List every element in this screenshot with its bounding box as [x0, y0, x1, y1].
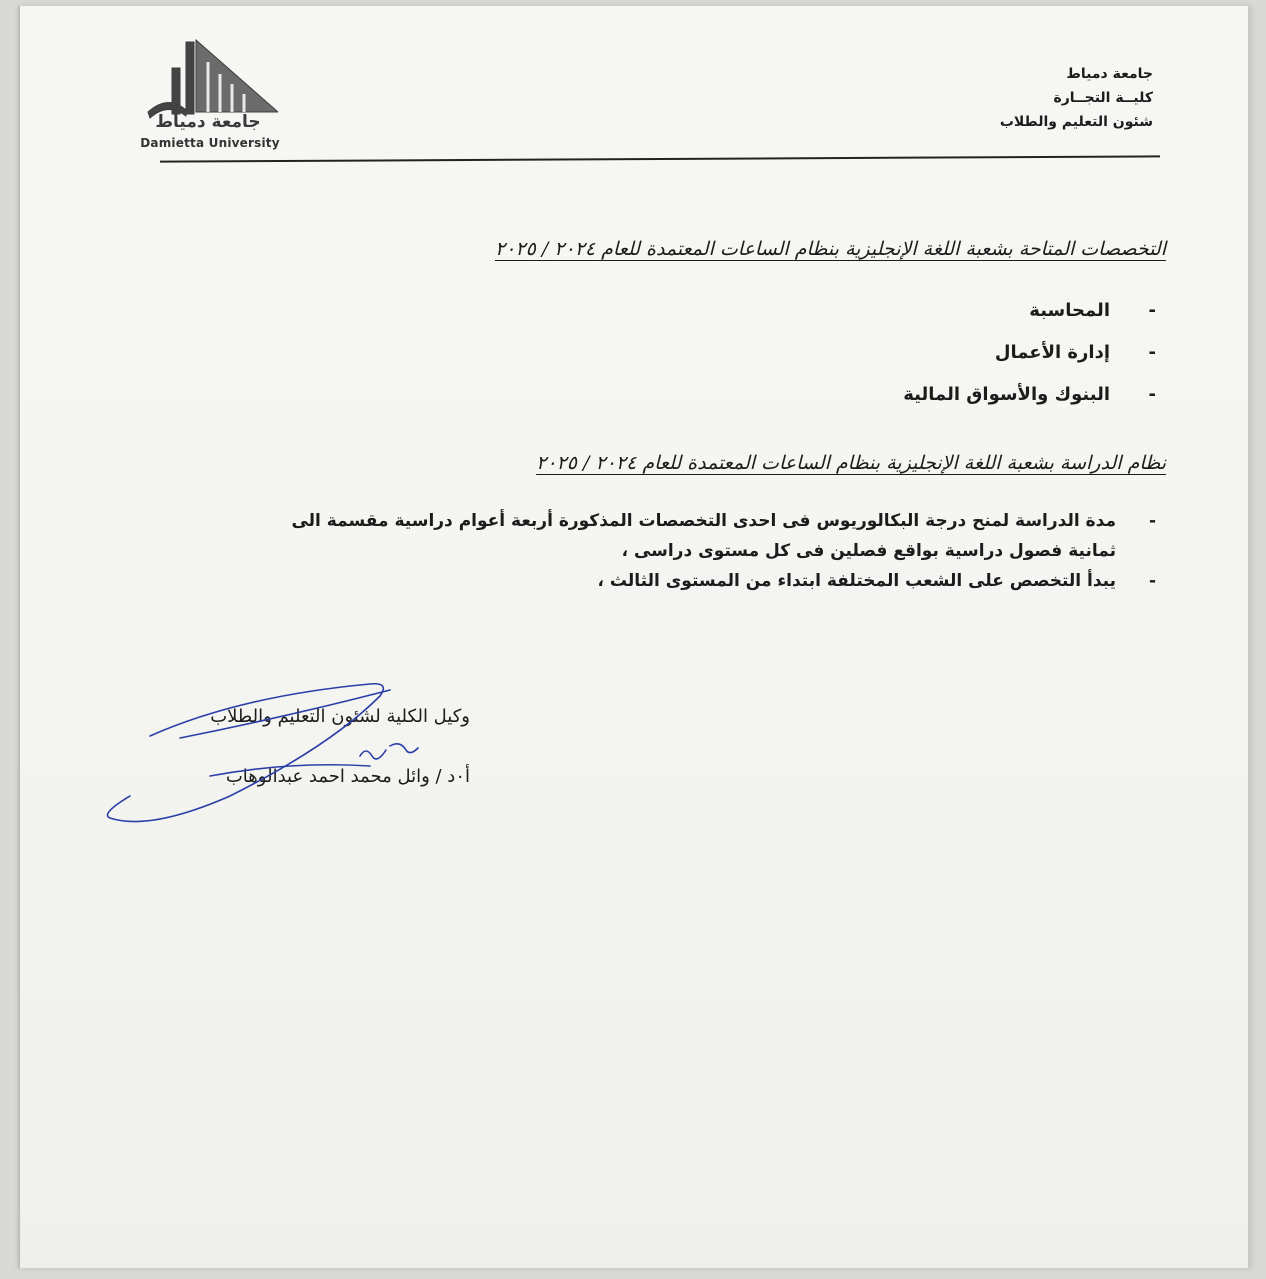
section2-heading: نظام الدراسة بشعبة اللغة الإنجليزية بنظام الساعات المعتمدة للعام ٢٠٢٤ / ٢٠٢٥	[536, 452, 1166, 474]
specialization-business-admin: إدارة الأعمال	[994, 342, 1110, 363]
signature-title: وكيل الكلية لشئون التعليم والطلاب	[210, 706, 470, 727]
logo-english-text: Damietta University	[140, 136, 280, 150]
list-item	[1029, 300, 1156, 321]
list-item	[995, 342, 1156, 363]
logo-arabic-text: جامعة دمياط	[155, 112, 261, 132]
section1-heading: التخصصات المتاحة بشعبة اللغة الإنجليزية بنظام الساعات المعتمدة للعام ٢٠٢٤ / ٢٠٢٥	[494, 238, 1166, 260]
specialization-start-text: يبدأ التخصص على الشعب المختلفة ابتداء من المستوى الثالث ،	[597, 571, 1116, 591]
bullet-dash: -	[1148, 342, 1156, 363]
bullet-dash: -	[1148, 511, 1156, 531]
document-page	[18, 6, 1251, 1268]
study-duration-text: مدة الدراسة لمنح درجة البكالوريوس فى احدى التخصصات المذكورة أربعة أعوام دراسية مقسمة الى	[291, 511, 1116, 531]
paragraph-line	[96, 536, 1156, 566]
bullet-dash: -	[1148, 300, 1156, 321]
list-item	[96, 506, 1156, 596]
bullet-dash: -	[1148, 571, 1156, 591]
specialization-banking: البنوك والأسواق المالية	[903, 384, 1110, 405]
header-university: جامعة دمياط	[1066, 66, 1153, 82]
specialization-accounting: المحاسبة	[1029, 300, 1110, 321]
header-department: شئون التعليم والطلاب	[999, 114, 1153, 130]
list-item	[903, 384, 1156, 405]
handwritten-signature	[90, 666, 490, 846]
study-duration-continuation: ثمانية فصول دراسية بواقع فصلين فى كل مستوى دراسى ،	[621, 541, 1116, 561]
paragraph-line	[96, 506, 1156, 536]
paragraph-line	[96, 566, 1156, 596]
header-divider	[160, 155, 1160, 162]
bullet-dash: -	[1148, 384, 1156, 405]
header-faculty: كليــة التجــارة	[1053, 90, 1153, 106]
signature-name: أ٠د / وائل محمد احمد عبدالوهاب	[225, 766, 470, 787]
